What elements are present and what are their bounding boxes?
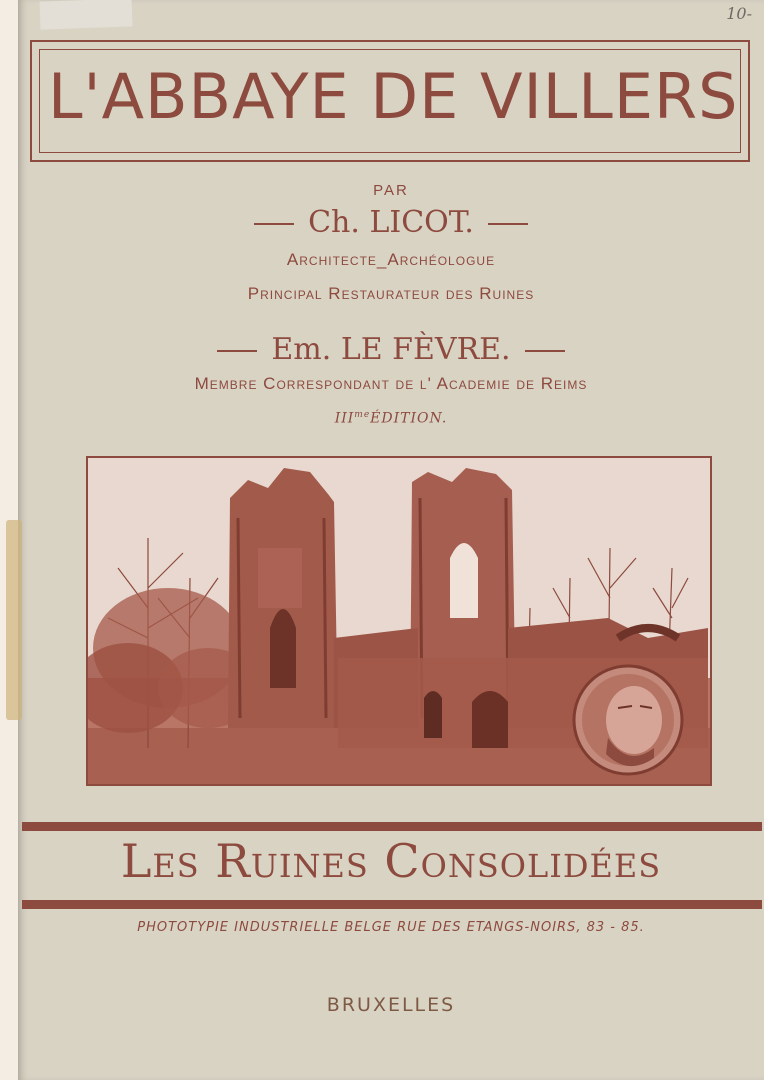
- subtitle-banner: Les Ruines Consolidées: [120, 834, 662, 888]
- top-rule: [22, 822, 762, 831]
- author-1-role-2: Principal Restaurateur des Ruines: [247, 284, 535, 303]
- tape-residue: [6, 520, 22, 720]
- by-label: PAR: [373, 182, 409, 199]
- author-2-role: Membre Correspondant de l' Academie de Reims: [194, 374, 588, 393]
- printer-line: PHOTOTYPIE INDUSTRIELLE BELGE RUE DES ETANGS-NOIRS, 83 - 85.: [137, 920, 645, 935]
- tape-strip: [40, 0, 133, 30]
- bottom-rule: [22, 900, 762, 909]
- author-1-role-1: Architecte_Archéologue: [286, 250, 496, 269]
- author-2-name: Em. LE FÈVRE.: [271, 332, 511, 367]
- abbey-ruins-photo: [86, 456, 712, 786]
- main-title: L'ABBAYE DE VILLERS: [48, 60, 739, 133]
- author-1-name: Ch. LICOT.: [308, 205, 474, 240]
- author-1: [18, 205, 764, 240]
- pencil-note: 10-: [726, 4, 752, 23]
- edition: $III^{me}ÉDITION$.: [334, 410, 448, 427]
- city: BRUXELLES: [326, 994, 456, 1016]
- author-2: [18, 332, 764, 367]
